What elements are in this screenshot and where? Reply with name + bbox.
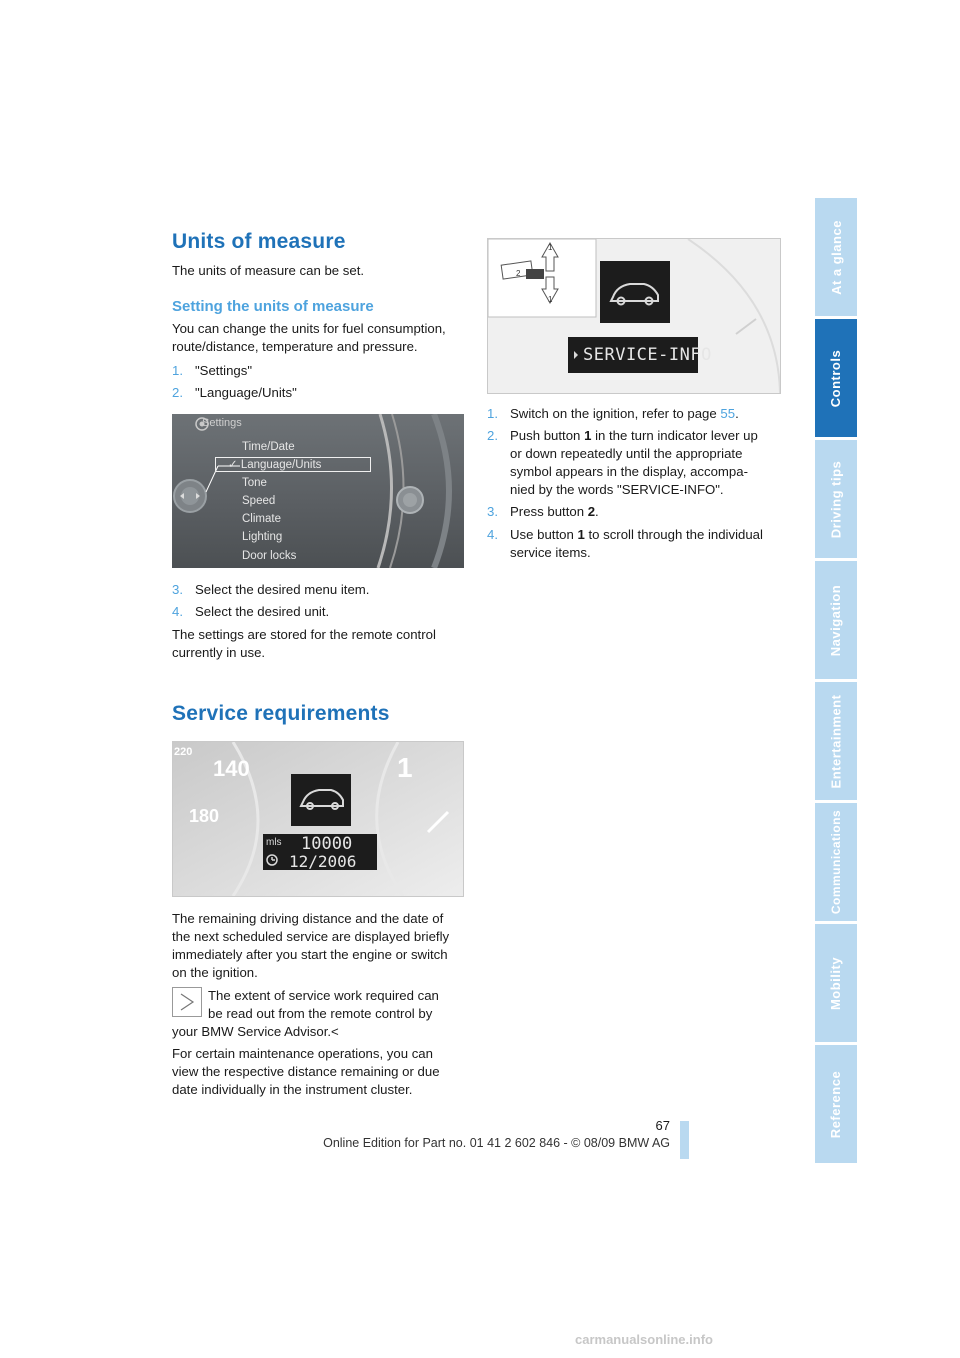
tab-label: Navigation	[828, 584, 844, 656]
service-step-3	[487, 503, 779, 521]
service-remaining-line: the next scheduled service are displayed briefly	[172, 929, 450, 944]
units-heading: Units of measure	[172, 230, 346, 253]
settings-menu-figure	[172, 414, 464, 568]
button-ref: 1	[584, 428, 592, 443]
tab-label: Mobility	[828, 956, 844, 1010]
step-text-part: in the turn indicator lever up	[591, 428, 758, 443]
step-number: 2.	[487, 428, 498, 443]
tab-label: Entertainment	[828, 694, 844, 788]
units-step-2	[172, 384, 464, 402]
service-remaining-line: The remaining driving distance and the date of	[172, 911, 444, 926]
step-number: 4.	[172, 604, 183, 619]
tab-at-a-glance[interactable]	[815, 198, 857, 316]
step-text-part: service items.	[510, 545, 591, 560]
units-desc-line: You can change the units for fuel consumption,	[172, 321, 446, 336]
lever-label-1-top: 1	[548, 243, 553, 252]
edition-text: Online Edition for Part no. 01 41 2 602 846 - © 08/09 BMW AG	[323, 1136, 670, 1150]
step-number: 4.	[487, 527, 498, 542]
service-step-4	[487, 526, 779, 562]
units-step-3	[172, 581, 464, 599]
units-desc-line: route/distance, temperature and pressure.	[172, 339, 418, 354]
note-line: be read out from the remote control by	[208, 1006, 433, 1021]
step-text-part: to scroll through the individual	[584, 527, 763, 542]
step-text	[510, 526, 779, 562]
step-number: 3.	[487, 504, 498, 519]
menu-item-climate[interactable]: Climate	[242, 513, 281, 525]
step-text-part: Press button	[510, 504, 588, 519]
step-text	[510, 503, 779, 521]
step-text: "Language/Units"	[195, 385, 297, 400]
page-number: 67	[655, 1118, 670, 1133]
step-text-part: .	[735, 406, 739, 421]
page-link[interactable]: 55	[720, 406, 736, 421]
gauge-number: 220	[174, 746, 193, 758]
units-intro: The units of measure can be set.	[172, 263, 365, 278]
service-info-display-text: SERVICE-INFO	[583, 345, 712, 365]
step-text-part: Switch on the ignition, refer to page	[510, 406, 721, 421]
tab-label: Driving tips	[828, 460, 844, 538]
step-text: Select the desired unit.	[195, 604, 330, 619]
tab-mobility[interactable]	[815, 924, 857, 1042]
service-display-figure	[172, 741, 464, 897]
tab-navigation[interactable]	[815, 561, 857, 679]
menu-item-language-units[interactable]: ✓ Language/Units	[228, 459, 322, 471]
note-line: your BMW Service Advisor.<	[172, 1024, 339, 1039]
step-text-part: symbol appears in the display, accompa-	[510, 464, 748, 479]
tab-label: At a glance	[828, 219, 844, 295]
settings-menu-graphic	[172, 414, 464, 568]
footer-bar	[680, 1121, 689, 1159]
menu-item-lighting[interactable]: Lighting	[242, 531, 283, 543]
units-subheading: Setting the units of measure	[172, 298, 374, 315]
units-stored-line: currently in use.	[172, 645, 266, 660]
maintenance-line: For certain maintenance operations, you can	[172, 1046, 433, 1061]
note-line: The extent of service work required can	[208, 988, 439, 1003]
menu-item-door-locks[interactable]: Door locks	[242, 550, 297, 562]
maintenance-line: date individually in the instrument cluster.	[172, 1082, 413, 1097]
tab-label: Communications	[829, 809, 843, 915]
step-number: 1.	[487, 406, 498, 421]
menu-item-tone[interactable]: Tone	[242, 477, 267, 489]
tab-communications[interactable]	[815, 803, 857, 921]
tab-label: Controls	[828, 349, 844, 407]
step-text	[510, 427, 779, 499]
step-text	[510, 405, 779, 423]
service-info-graphic	[488, 239, 780, 393]
step-text-part: .	[595, 504, 599, 519]
units-stored-line: The settings are stored for the remote control	[172, 627, 436, 642]
maintenance-line: view the respective distance remaining or due	[172, 1064, 440, 1079]
service-heading: Service requirements	[172, 702, 390, 725]
step-text-part: or down repeatedly until the appropriate	[510, 446, 743, 461]
step-number: 2.	[172, 385, 183, 400]
units-step-1	[172, 362, 464, 380]
display-date: 12/2006	[289, 852, 357, 871]
lever-label-1-bottom: 1	[548, 295, 553, 304]
gauge-number: 1	[397, 752, 413, 783]
step-number: 1.	[172, 363, 183, 378]
menu-item-speed[interactable]: Speed	[242, 495, 276, 507]
step-text-part: Push button	[510, 428, 585, 443]
service-step-2	[487, 427, 779, 499]
button-ref: 2	[587, 504, 596, 519]
gauge-number: 140	[213, 756, 250, 781]
gauge-number: 180	[189, 806, 220, 826]
step-text-part: Use button	[510, 527, 578, 542]
tab-driving-tips[interactable]	[815, 440, 857, 558]
service-step-1	[487, 405, 779, 423]
service-info-figure	[487, 238, 781, 394]
tab-reference[interactable]	[815, 1045, 857, 1163]
tab-controls[interactable]	[815, 319, 857, 437]
tab-label: Reference	[828, 1070, 844, 1138]
menu-item-time-date[interactable]: Time/Date	[242, 441, 295, 453]
tab-entertainment[interactable]	[815, 682, 857, 800]
service-remaining-line: on the ignition.	[172, 965, 258, 980]
note-icon	[172, 987, 202, 1017]
step-text-part: nied by the words "SERVICE-INFO".	[510, 482, 724, 497]
note-triangle-icon	[173, 988, 201, 1016]
step-text: Select the desired menu item.	[195, 582, 370, 597]
watermark: carmanualsonline.info	[575, 1332, 713, 1347]
service-remaining-line: immediately after you start the engine or switch	[172, 947, 448, 962]
display-unit: mls	[266, 837, 282, 848]
step-text: "Settings"	[195, 363, 253, 378]
units-step-4	[172, 603, 464, 621]
menu-header: Settings	[202, 417, 242, 429]
lever-label-2: 2	[516, 269, 521, 278]
display-distance: 10000	[301, 834, 353, 854]
chapter-tabs	[815, 198, 857, 1166]
step-number: 3.	[172, 582, 183, 597]
button-ref: 1	[577, 527, 585, 542]
